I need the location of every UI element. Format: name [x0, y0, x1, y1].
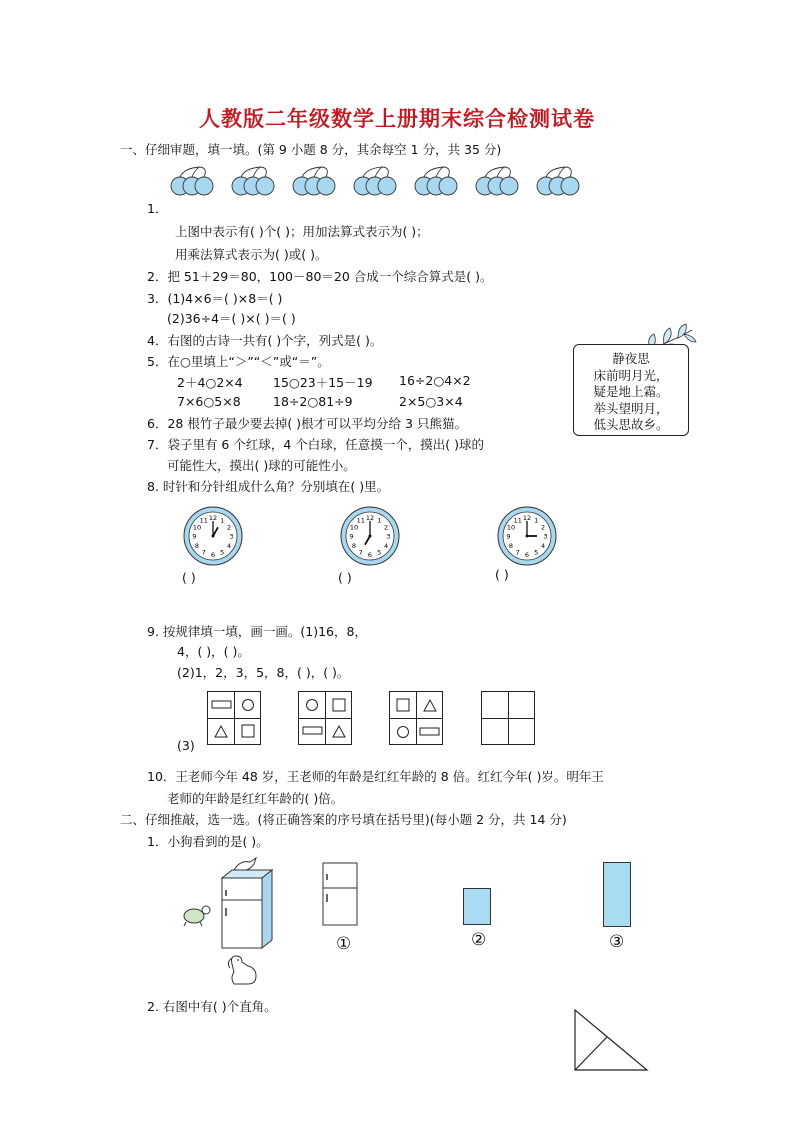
- clock-number: 2: [226, 523, 232, 532]
- clock-number: 8: [508, 541, 514, 550]
- q7-line2: 可能性大，摸出( )球的可能性小。: [167, 458, 356, 473]
- pattern-grid-1: [207, 691, 261, 745]
- q6: 6．28 根竹子最少要去掉( )根才可以平均分给 3 只熊猫。: [147, 416, 467, 431]
- option-3-label[interactable]: ③: [609, 932, 625, 952]
- poem-line: 床前明月光，: [593, 367, 669, 383]
- option-2-label[interactable]: ②: [471, 930, 487, 950]
- clock-number: 3: [543, 532, 548, 541]
- square-shape: [397, 699, 409, 711]
- clock-icon: [182, 505, 244, 567]
- clock-number: 2: [383, 523, 389, 532]
- q3-line2: (2)36÷4＝( )×( )＝( ): [167, 311, 296, 326]
- clock-number: 4: [540, 541, 546, 550]
- clock-number: 7: [515, 548, 520, 557]
- right-angle-triangle-figure: [570, 1006, 652, 1074]
- rectangle-shape: [212, 701, 231, 708]
- circle-shape: [398, 727, 409, 738]
- q10-line2: 老师的年龄是红红年龄的( )倍。: [167, 791, 344, 806]
- clock-number: 5: [377, 548, 382, 557]
- clock-number: 5: [534, 548, 539, 557]
- q8: 8. 时针和分针组成什么角？分别填在( )里。: [147, 479, 390, 494]
- fridge-scene-illustration: [176, 852, 276, 992]
- turtle-icon: [184, 909, 204, 923]
- triangle-shape: [424, 700, 436, 711]
- clock-number: 11: [356, 516, 365, 525]
- clock-number: 7: [358, 548, 363, 557]
- q7-line1: 7．袋子里有 6 个红球，4 个白球，任意摸一个，摸出( )球的: [147, 437, 485, 452]
- poem-line: 低头思故乡。: [593, 417, 669, 432]
- q9-line3: (2)1，2，3，5，8，( )，( )。: [177, 665, 350, 680]
- clock-number: 8: [351, 541, 357, 550]
- cherry-group-icon: [537, 167, 579, 195]
- clock-number: 1: [220, 516, 225, 525]
- clock-number: 6: [524, 551, 530, 559]
- clock-number: 12: [365, 514, 375, 522]
- triangle-shape: [215, 726, 227, 737]
- cherry-group-icon: [354, 167, 396, 195]
- circle-shape: [243, 700, 254, 711]
- clock-number: 12: [522, 514, 532, 522]
- fridge-icon: [222, 878, 262, 948]
- square-shape: [333, 699, 345, 711]
- q1-line1: 上图中表示有( )个( )；用加法算式表示为( )；: [175, 224, 429, 239]
- s2-q1: 1．小狗看到的是( )。: [147, 834, 269, 849]
- triangle-shape: [333, 726, 345, 737]
- q10-line1: 10．王老师今年 48 岁，王老师的年龄是红红年龄的 8 倍。红红今年( )岁。明年王: [147, 769, 604, 784]
- rectangle-shape: [303, 727, 322, 734]
- pattern-grid-answer[interactable]: [481, 691, 535, 745]
- clock-number: 9: [506, 532, 511, 541]
- square-shape: [242, 725, 254, 737]
- option-3-shape: [603, 862, 631, 927]
- cherry-illustration: [170, 164, 602, 200]
- clock-number: 8: [194, 541, 200, 550]
- q1-line2: 用乘法算式表示为( )或( )。: [175, 247, 328, 262]
- clock-number: 3: [386, 532, 391, 541]
- q9-label3: (3): [177, 738, 195, 753]
- clock-number: 9: [349, 532, 354, 541]
- q4: 4．右图的古诗一共有( )个字，列式是( )。: [147, 333, 383, 348]
- cherry-group-icon: [293, 167, 335, 195]
- poem-line: 举头望明月，: [593, 400, 669, 416]
- clock-number: 10: [506, 523, 516, 532]
- clock-number: 10: [192, 523, 202, 532]
- q5-item: 15○23＋15－19: [273, 375, 373, 390]
- circle-shape: [307, 700, 318, 711]
- option-2-shape: [463, 888, 491, 925]
- q9-line2: 4，( )，( )。: [177, 644, 250, 659]
- poem-title: 静夜思: [612, 351, 650, 366]
- q5: 5．在○里填上“＞”“＜”或“＝”。: [147, 354, 330, 369]
- clock-icon: [339, 505, 401, 567]
- clock-number: 4: [226, 541, 232, 550]
- clock-number: 6: [367, 551, 373, 559]
- option-1-label[interactable]: ①: [336, 934, 352, 954]
- q5-item: 18÷2○81÷9: [273, 394, 353, 409]
- clock-number: 11: [513, 516, 522, 525]
- q8-blank-2[interactable]: ( ): [338, 570, 352, 585]
- clock-number: 7: [201, 548, 206, 557]
- q9-line1: 9. 按规律填一填，画一画。(1)16，8，: [147, 624, 367, 639]
- q1-number: 1．: [147, 201, 168, 216]
- cherry-group-icon: [232, 167, 274, 195]
- clock-number: 11: [199, 516, 208, 525]
- clock-number: 5: [220, 548, 225, 557]
- poem-box: [573, 344, 689, 436]
- pattern-grid-3: [389, 691, 443, 745]
- clock-number: 10: [349, 523, 359, 532]
- clock-number: 1: [534, 516, 539, 525]
- q5-item: 7×6○5×8: [177, 394, 241, 409]
- q5-item: 2＋4○2×4: [177, 375, 243, 390]
- clock-number: 6: [210, 551, 216, 559]
- option-1-shape: [322, 862, 360, 928]
- cherry-group-icon: [415, 167, 457, 195]
- q5-item: 2×5○3×4: [399, 394, 463, 409]
- clock-number: 12: [208, 514, 218, 522]
- cherry-group-icon: [171, 167, 213, 195]
- pattern-grid-2: [298, 691, 352, 745]
- s2-q2: 2. 右图中有( )个直角。: [147, 999, 277, 1014]
- clock-number: 1: [377, 516, 382, 525]
- clock-number: 9: [192, 532, 197, 541]
- q2: 2．把 51＋29＝80，100－80＝20 合成一个综合算式是( )。: [147, 269, 493, 284]
- rectangle-shape: [420, 728, 439, 735]
- clock-number: 4: [383, 541, 389, 550]
- poem-line: 疑是地上霜。: [593, 384, 669, 399]
- section1-heading: 一、仔细审题，填一填。(第 9 小题 8 分，其余每空 1 分，共 35 分): [120, 142, 502, 157]
- q8-blank-1[interactable]: ( ): [182, 570, 196, 585]
- page-title: 人教版二年级数学上册期末综合检测试卷: [199, 107, 595, 131]
- section2-heading: 二、仔细推敲，选一选。(将正确答案的序号填在括号里)(每小题 2 分，共 14 分): [120, 812, 567, 827]
- clock-icon: [496, 505, 558, 567]
- clock-number: 2: [540, 523, 546, 532]
- dog-icon: [232, 956, 257, 984]
- q8-blank-3[interactable]: ( ): [495, 567, 509, 582]
- q5-item: 16÷2○4×2: [399, 373, 471, 388]
- cherry-group-icon: [476, 167, 518, 195]
- q3-line1: 3．(1)4×6＝( )×8＝( ): [147, 291, 283, 306]
- clock-number: 3: [229, 532, 234, 541]
